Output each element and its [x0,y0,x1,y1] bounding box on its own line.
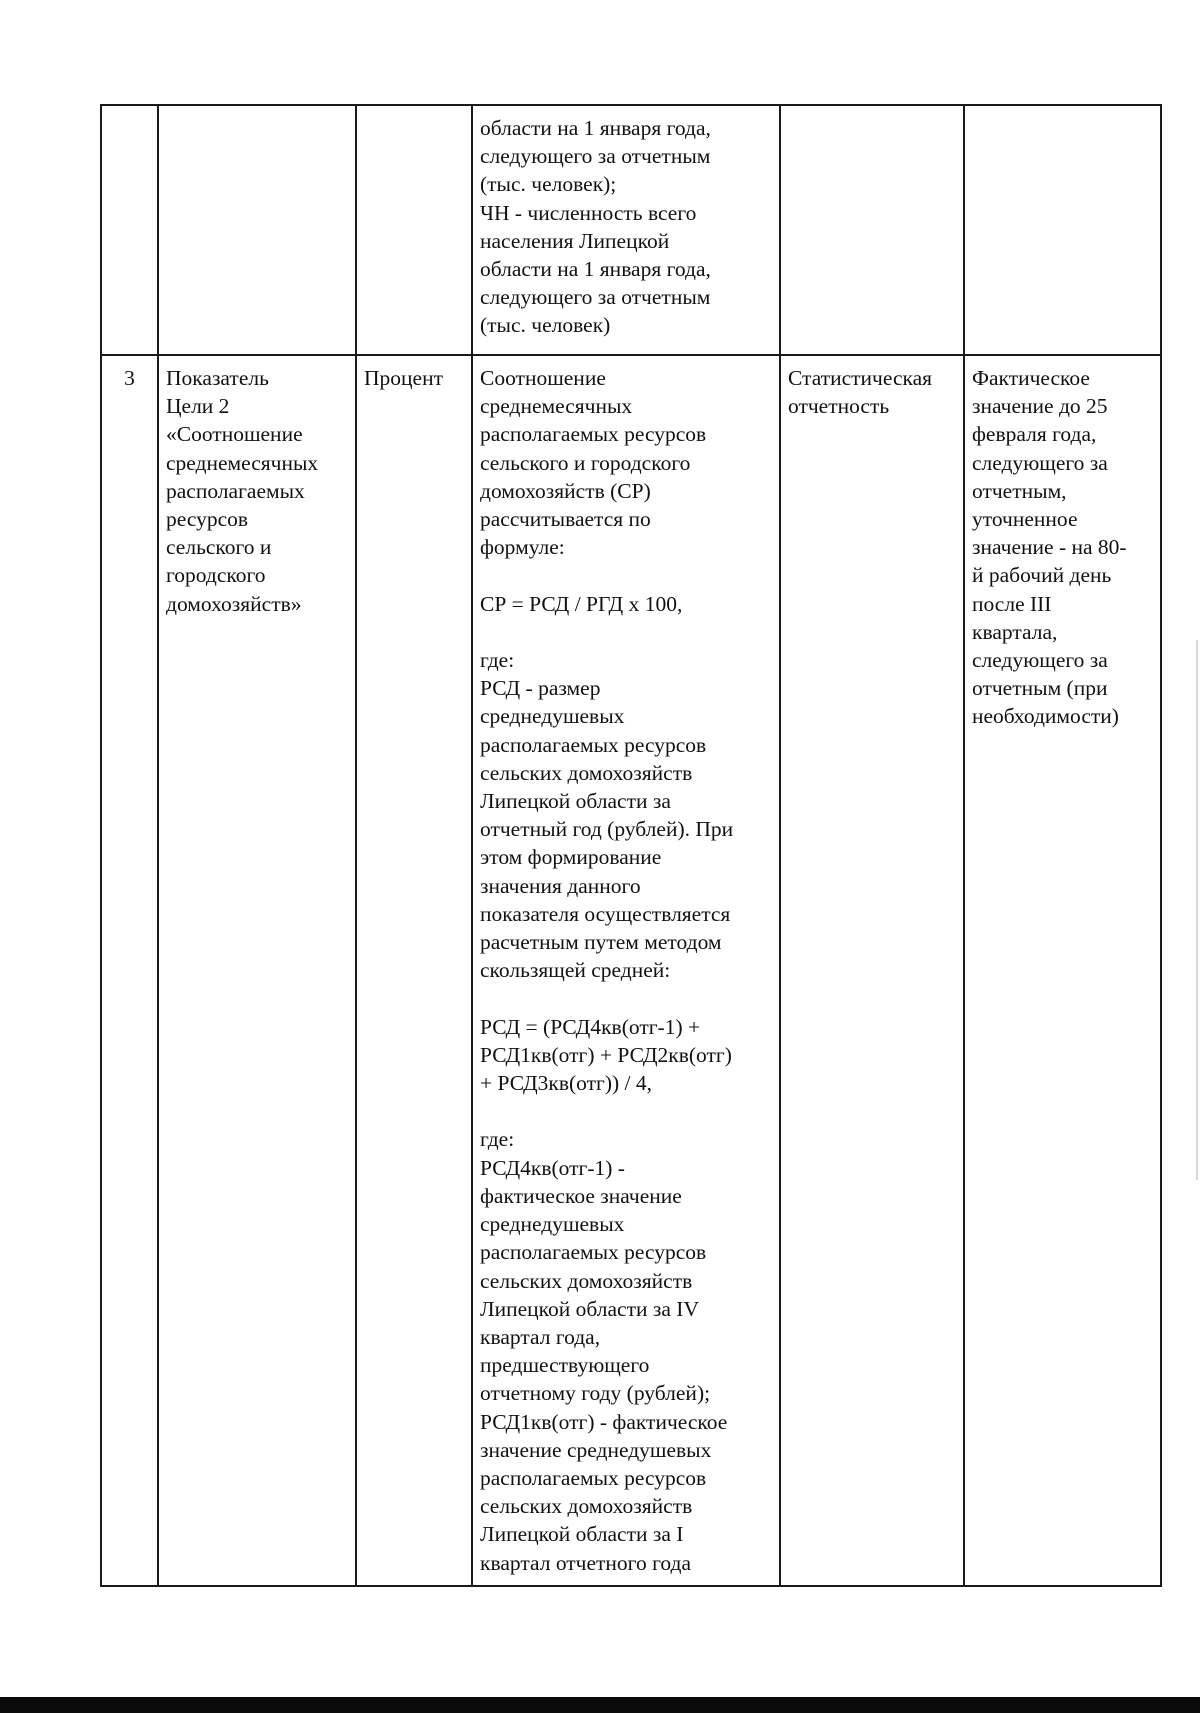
scan-edge-mark [1196,640,1198,1180]
cell-calculation-method: Соотношение среднемесячных располагаемых ресурсов сельского и городского домохозяйств (СР) рассчитывается по формуле: СР = РСД / РГД х 100, где: РСД - размер среднедушевых располагаемых ресурсов сельских домохозяйств Липецкой области за отчетный год (рублей). При этом формирование значения данного показателя осуществляется расчетным путем методом скользящей средней: РСД = (РСД4кв(отг-1) + РСД1кв(отг) + РСД2кв(отг) + РСД3кв(отг)) / 4, где: РСД4кв(отг-1) - фактическое значение среднедушевых располагаемых ресурсов сельских домохозяйств Липецкой области за IV квартал года, предшествующего отчетному году (рублей); РСД1кв(отг) - фактическое значение среднедушевых располагаемых ресурсов сельских домохозяйств Липецкой области за I квартал отчетного года [472,355,780,1586]
cell-indicator-name: Показатель Цели 2 «Соотношение среднемесячных располагаемых ресурсов сельского и городского домохозяйств» [158,355,356,1586]
cell-number [101,105,158,355]
cell-number: 3 [101,355,158,1586]
scan-bottom-band [0,1697,1200,1713]
cell-indicator-name [158,105,356,355]
table-row-3 [101,355,1161,1586]
cell-data-source: Статистическая отчетность [780,355,964,1586]
cell-unit: Процент [356,355,472,1586]
cell-unit [356,105,472,355]
cell-timing [964,105,1161,355]
cell-data-source [780,105,964,355]
table-row-continuation [101,105,1161,355]
indicator-table [100,104,1162,1587]
cell-timing: Фактическое значение до 25 февраля года, следующего за отчетным, уточненное значение - на 80- й рабочий день после III квартала, следующего за отчетным (при необходимости) [964,355,1161,1586]
cell-calculation-method: области на 1 января года, следующего за отчетным (тыс. человек); ЧН - численность всего населения Липецкой области на 1 января года, следующего за отчетным (тыс. человек) [472,105,780,355]
